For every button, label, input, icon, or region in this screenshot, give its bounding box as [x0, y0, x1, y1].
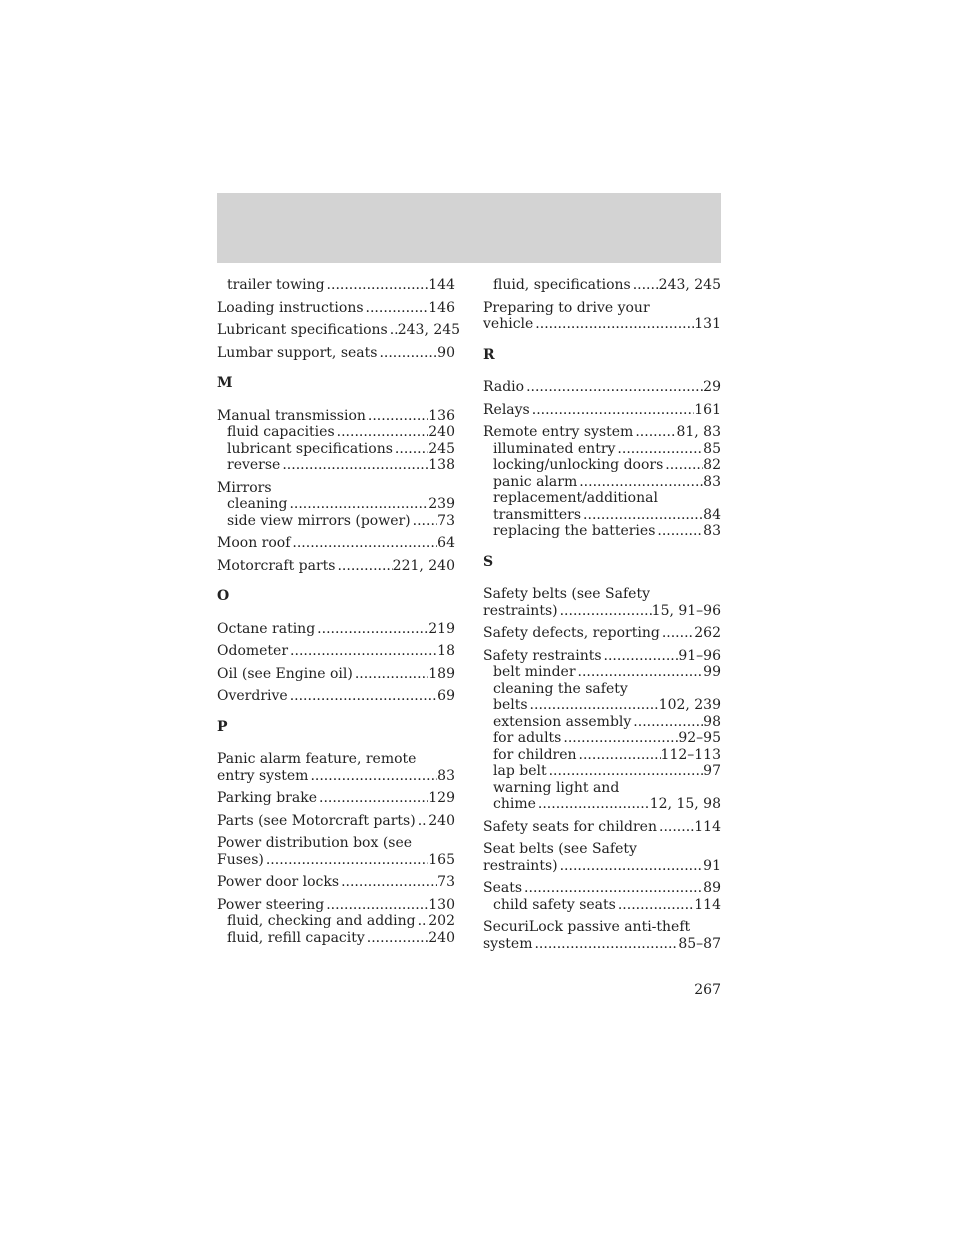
dot-leader: [616, 897, 694, 914]
index-column-right: [483, 277, 721, 952]
index-entry-line: [217, 535, 455, 552]
dot-leader: [393, 441, 428, 458]
entry-term: Seats: [483, 880, 523, 896]
entry-page-ref: 131: [694, 316, 721, 332]
entry-page-ref: 90: [437, 344, 455, 361]
entry-term: for children: [493, 746, 577, 763]
index-entry: [483, 648, 721, 813]
index-entry: [217, 688, 455, 705]
index-entry-line: [217, 813, 455, 830]
entry-page-ref: 240: [428, 812, 455, 829]
index-subentry-line: [217, 513, 455, 530]
entry-term: restraints): [483, 857, 558, 874]
entry-page-ref: 12, 15, 98: [649, 796, 721, 812]
entry-page-ref: 130: [428, 896, 455, 913]
entry-term: fluid, specifications: [493, 277, 631, 293]
dot-leader: [532, 936, 678, 953]
entry-term: transmitters: [493, 506, 582, 523]
dot-leader: [576, 664, 704, 681]
entry-page-ref: 83: [703, 523, 721, 539]
index-subentry-line: [483, 763, 721, 780]
index-entry: [217, 277, 455, 294]
dot-leader: [416, 913, 429, 930]
index-entry: [217, 666, 455, 683]
entry-page-ref: 262: [694, 625, 721, 641]
entry-term: Parking brake: [217, 790, 317, 806]
entry-term: fluid capacities: [227, 424, 335, 440]
entry-page-ref: 102, 239: [658, 697, 721, 713]
entry-term: Overdrive: [217, 688, 288, 704]
index-subentry-line: [217, 277, 455, 294]
entry-page-ref: 221, 240: [392, 557, 455, 574]
entry-page-ref: 85: [703, 440, 721, 457]
dot-leader: [536, 796, 650, 813]
entry-term: Lubricant specifications: [217, 322, 388, 338]
entry-term: panic alarm: [493, 473, 578, 490]
index-entry-line: [483, 819, 721, 836]
index-letter-heading: P: [217, 718, 228, 735]
dot-leader: [581, 507, 703, 524]
entry-page-ref: 15, 91–96: [651, 602, 721, 619]
dot-leader: [339, 874, 437, 891]
index-entry-line: [483, 316, 721, 333]
dot-leader: [366, 408, 428, 425]
entry-page-ref: 81, 83: [676, 424, 721, 440]
entry-page-ref: 69: [437, 688, 455, 704]
entry-term: trailer towing: [227, 277, 325, 293]
dot-leader: [288, 688, 437, 705]
entry-term: restraints): [483, 602, 558, 619]
index-entry: [483, 424, 721, 540]
index-subentry-line: [217, 930, 455, 947]
index-entry-line: [483, 858, 721, 875]
index-entry-line: [483, 424, 721, 441]
entry-term: Fuses): [217, 851, 264, 868]
entry-term: reverse: [227, 457, 281, 473]
entry-page-ref: 129: [428, 790, 455, 806]
entry-term: cleaning: [227, 496, 288, 512]
index-subentry-line: [217, 496, 455, 513]
entry-page-ref: 73: [437, 874, 455, 890]
dot-leader: [528, 697, 659, 714]
dot-leader: [660, 625, 694, 642]
dot-leader: [288, 643, 437, 660]
entry-term: fluid, checking and adding: [227, 913, 416, 929]
entry-term: child safety seats: [493, 896, 616, 913]
entry-page-ref: 83: [703, 473, 721, 490]
index-entry: [217, 751, 455, 784]
entry-page-ref: 144: [428, 277, 455, 293]
entry-page-ref: 202: [428, 913, 455, 929]
index-subentry-line: [483, 714, 721, 731]
index-entry: [483, 586, 721, 619]
entry-term: illuminated entry: [493, 440, 616, 457]
entry-term: Parts (see Motorcraft parts): [217, 812, 416, 829]
entry-term: belts: [493, 697, 528, 713]
entry-term: Motorcraft parts: [217, 557, 336, 574]
dot-leader: [631, 277, 659, 294]
entry-page-ref: 91–96: [678, 647, 721, 664]
dot-leader: [577, 474, 703, 491]
entry-page-ref: 84: [703, 506, 721, 523]
entry-page-ref: 165: [428, 851, 455, 868]
index-entry-line: [483, 880, 721, 897]
entry-term: SecuriLock passive anti-theft: [483, 919, 691, 935]
entry-term: lap belt: [493, 763, 547, 779]
dot-leader: [335, 424, 429, 441]
entry-term: Relays: [483, 401, 530, 418]
entry-term: fluid, refill capacity: [227, 929, 365, 946]
index-entry: [217, 874, 455, 891]
entry-term: warning light and: [493, 779, 620, 796]
entry-term: Lumbar support, seats: [217, 344, 378, 361]
entry-page-ref: 29: [703, 379, 721, 395]
entry-term: Safety belts (see Safety: [483, 586, 650, 602]
dot-leader: [287, 496, 428, 513]
dot-leader: [558, 603, 652, 620]
dot-leader: [335, 558, 392, 575]
index-letter-heading: M: [217, 375, 233, 391]
index-entry: [217, 345, 455, 362]
dot-leader: [547, 763, 704, 780]
entry-page-ref: 136: [428, 407, 455, 424]
index-letter-heading: S: [483, 553, 494, 570]
dot-leader: [264, 852, 428, 869]
index-entry-line: [483, 300, 721, 317]
index-entry-line: [217, 666, 455, 683]
entry-term: belt minder: [493, 664, 576, 680]
entry-term: Safety restraints: [483, 647, 602, 664]
index-entry-line: [217, 408, 455, 425]
index-column-left: [217, 277, 461, 946]
entry-term: Manual transmission: [217, 407, 366, 424]
index-entry: [483, 841, 721, 874]
entry-term: Radio: [483, 379, 525, 395]
index-entry-line: [217, 768, 455, 785]
entry-page-ref: 99: [703, 664, 721, 680]
entry-page-ref: 91: [703, 857, 721, 874]
index-subentry-line: [217, 424, 455, 441]
entry-page-ref: 18: [437, 643, 455, 659]
index-subentry-line: [483, 796, 721, 813]
entry-term: Moon roof: [217, 535, 291, 551]
dot-leader: [365, 930, 429, 947]
entry-page-ref: 245: [428, 440, 455, 457]
dot-leader: [290, 535, 437, 552]
dot-leader: [364, 300, 429, 317]
index-entry: [217, 535, 455, 552]
entry-page-ref: 114: [694, 818, 721, 835]
index-entry: [217, 408, 455, 474]
entry-page-ref: 243, 245: [397, 322, 461, 338]
index-subentry-line: [483, 664, 721, 681]
entry-term: Octane rating: [217, 620, 316, 637]
index-entry-line: [217, 688, 455, 705]
entry-term: Mirrors: [217, 479, 272, 496]
index-entry: [483, 625, 721, 642]
index-entry-line: [483, 936, 721, 953]
header-band: [217, 193, 721, 263]
entry-term: Oil (see Engine oil): [217, 665, 353, 682]
dot-leader: [631, 714, 703, 731]
index-subentry-line: [483, 490, 721, 507]
dot-leader: [524, 379, 703, 396]
index-entry-line: [217, 480, 455, 497]
dot-leader: [602, 648, 679, 665]
entry-term: side view mirrors (power): [227, 512, 411, 529]
entry-term: locking/unlocking doors: [493, 457, 664, 473]
entry-page-ref: 97: [703, 763, 721, 779]
index-entry-line: [483, 648, 721, 665]
dot-leader: [561, 730, 678, 747]
index-letter-heading: O: [217, 588, 230, 604]
entry-page-ref: 85–87: [678, 935, 721, 952]
dot-leader: [663, 457, 703, 474]
entry-page-ref: 112–113: [660, 746, 721, 763]
entry-term: Panic alarm feature, remote: [217, 751, 417, 767]
index-entry-line: [217, 790, 455, 807]
index-entry-line: [217, 835, 455, 852]
dot-leader: [324, 897, 428, 914]
index-subentry-line: [483, 897, 721, 914]
dot-leader: [353, 666, 428, 683]
index-subentry-line: [483, 457, 721, 474]
index-entry: [483, 919, 721, 952]
index-entry-line: [217, 621, 455, 638]
entry-term: extension assembly: [493, 713, 632, 730]
index-entry-line: [217, 345, 455, 362]
entry-term: vehicle: [483, 316, 534, 332]
index-entry: [217, 322, 461, 339]
entry-term: replacement/additional: [493, 490, 658, 506]
index-subentry-line: [483, 277, 721, 294]
entry-term: Safety defects, reporting: [483, 625, 660, 641]
entry-term: Remote entry system: [483, 424, 634, 440]
dot-leader: [633, 424, 676, 441]
dot-leader: [577, 747, 661, 764]
index-entry: [217, 621, 455, 638]
index-entry: [217, 300, 455, 317]
dot-leader: [522, 880, 703, 897]
index-entry: [483, 402, 721, 419]
entry-term: chime: [493, 796, 536, 812]
entry-term: for adults: [493, 730, 562, 746]
entry-term: replacing the batteries: [493, 523, 656, 539]
entry-page-ref: 114: [694, 896, 721, 913]
dot-leader: [655, 523, 703, 540]
dot-leader: [411, 513, 438, 530]
entry-term: lubricant specifications: [227, 440, 393, 457]
dot-leader: [657, 819, 694, 836]
index-entry: [217, 813, 455, 830]
index-entry-line: [483, 586, 721, 603]
page-number: 267: [694, 982, 721, 998]
entry-term: Seat belts (see Safety: [483, 841, 637, 857]
dot-leader: [317, 790, 428, 807]
entry-page-ref: 239: [428, 496, 455, 512]
entry-page-ref: 92–95: [678, 730, 721, 746]
dot-leader: [530, 402, 695, 419]
index-entry-line: [217, 874, 455, 891]
index-entry: [483, 880, 721, 913]
dot-leader: [558, 858, 704, 875]
index-entry-line: [217, 322, 461, 339]
entry-term: Safety seats for children: [483, 818, 657, 835]
index-entry-line: [483, 379, 721, 396]
index-entry: [217, 558, 455, 575]
entry-page-ref: 83: [437, 767, 455, 784]
index-entry-line: [483, 625, 721, 642]
index-entry: [483, 277, 721, 294]
index-entry-line: [217, 558, 455, 575]
entry-page-ref: 161: [694, 401, 721, 418]
entry-term: Power steering: [217, 896, 325, 913]
index-entry-line: [217, 300, 455, 317]
entry-page-ref: 240: [428, 929, 455, 946]
dot-leader: [308, 768, 437, 785]
entry-page-ref: 89: [703, 880, 721, 896]
entry-page-ref: 219: [428, 620, 455, 637]
index-entry-line: [217, 751, 455, 768]
entry-term: cleaning the safety: [493, 680, 628, 697]
entry-page-ref: 64: [437, 535, 455, 551]
index-entry-line: [483, 402, 721, 419]
entry-page-ref: 138: [428, 457, 455, 473]
index-subentry-line: [483, 523, 721, 540]
index-entry-line: [483, 603, 721, 620]
dot-leader: [615, 441, 703, 458]
index-subentry-line: [217, 457, 455, 474]
index-letter-heading: R: [483, 346, 495, 363]
index-subentry-line: [483, 780, 721, 797]
index-entry: [483, 300, 721, 333]
index-subentry-line: [483, 441, 721, 458]
entry-page-ref: 240: [428, 424, 455, 440]
index-entry: [217, 897, 455, 947]
entry-term: system: [483, 935, 533, 952]
dot-leader: [416, 813, 429, 830]
entry-term: Loading instructions: [217, 299, 364, 316]
entry-page-ref: 73: [437, 512, 455, 529]
dot-leader: [280, 457, 428, 474]
index-entry: [217, 643, 455, 660]
index-entry-line: [483, 919, 721, 936]
index-subentry-line: [483, 507, 721, 524]
index-entry: [483, 379, 721, 396]
dot-leader: [325, 277, 429, 294]
entry-page-ref: 189: [428, 665, 455, 682]
index-entry: [217, 480, 455, 530]
dot-leader: [533, 316, 694, 333]
dot-leader: [315, 621, 428, 638]
entry-page-ref: 146: [428, 299, 455, 316]
index-subentry-line: [483, 474, 721, 491]
entry-term: entry system: [217, 767, 309, 784]
dot-leader: [377, 345, 437, 362]
index-subentry-line: [217, 441, 455, 458]
index-entry-line: [483, 841, 721, 858]
index-entry-line: [217, 643, 455, 660]
index-subentry-line: [483, 697, 721, 714]
index-subentry-line: [217, 913, 455, 930]
index-entry-line: [217, 852, 455, 869]
index-subentry-line: [483, 730, 721, 747]
entry-term: Power door locks: [217, 874, 340, 890]
entry-page-ref: 98: [703, 713, 721, 730]
dot-leader: [388, 322, 398, 339]
entry-term: Odometer: [217, 643, 289, 659]
index-subentry-line: [483, 747, 721, 764]
index-entry: [217, 790, 455, 807]
entry-page-ref: 82: [703, 457, 721, 473]
entry-page-ref: 243, 245: [658, 277, 721, 293]
index-entry-line: [217, 897, 455, 914]
index-subentry-line: [483, 681, 721, 698]
entry-term: Power distribution box (see: [217, 835, 413, 851]
index-entry: [483, 819, 721, 836]
index-entry: [217, 835, 455, 868]
entry-term: Preparing to drive your: [483, 299, 650, 316]
